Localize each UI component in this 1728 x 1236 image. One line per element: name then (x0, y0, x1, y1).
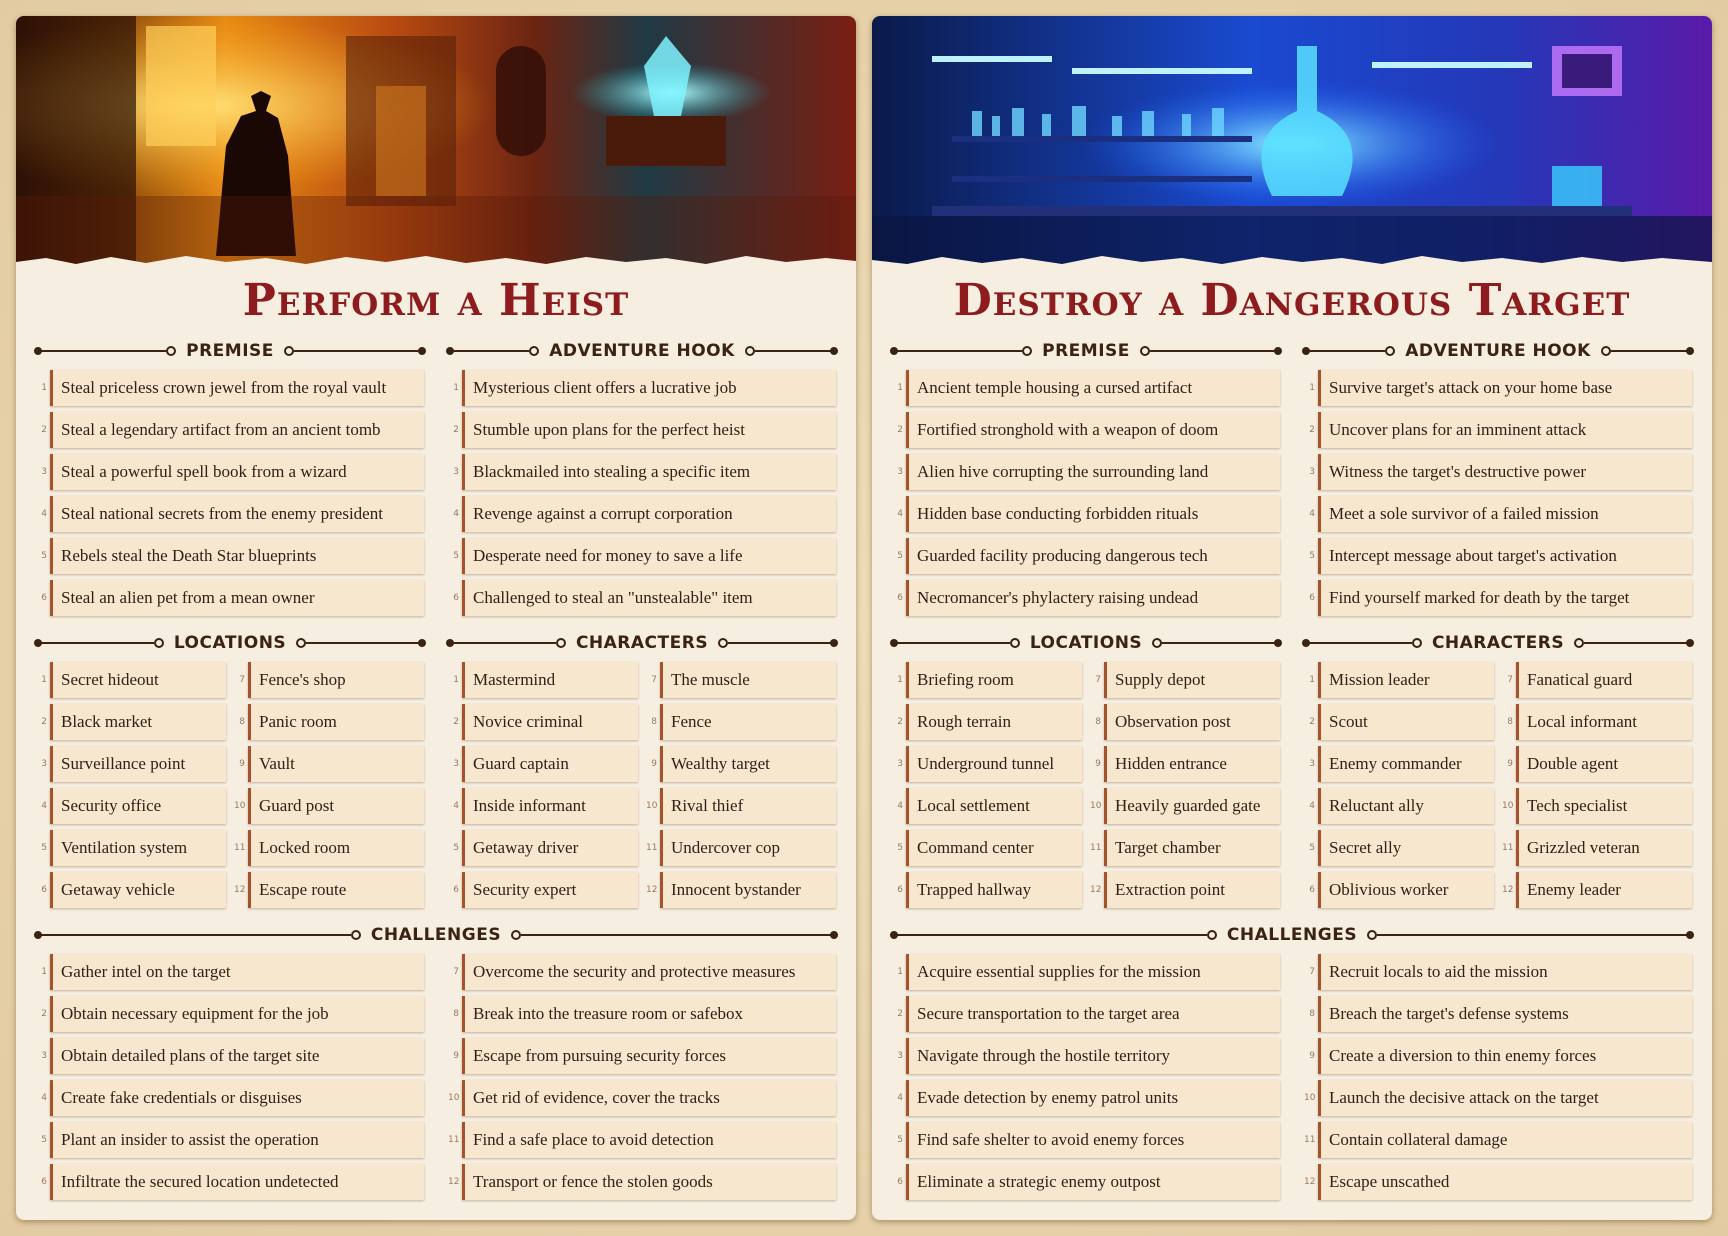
list-item: 3 Enemy commander (1304, 746, 1494, 782)
challenge-item: Acquire essential supplies for the mission (906, 954, 1280, 990)
location-item: Briefing room (906, 662, 1082, 698)
character-item: Mission leader (1318, 662, 1494, 698)
list-item: 2 Secure transportation to the target area (892, 996, 1280, 1032)
list-item: 9 Wealthy target (646, 746, 836, 782)
section-header (892, 624, 1280, 662)
list-item: 10 Tech specialist (1502, 788, 1692, 824)
list-item: 4 Revenge against a corrupt corporation (448, 496, 836, 532)
list-item: 6 Trapped hallway (892, 872, 1082, 908)
hook-item: Challenged to steal an "unstealable" item (462, 580, 836, 616)
list-item: 7 Recruit locals to aid the mission (1304, 954, 1692, 990)
location-item: Escape route (248, 872, 424, 908)
list-item: 3 Navigate through the hostile territory (892, 1038, 1280, 1074)
section-title: ADVENTURE HOOK (549, 341, 735, 361)
list-item: 12 Escape route (234, 872, 424, 908)
list-item: 1 Steal priceless crown jewel from the royal vault (36, 370, 424, 406)
list-item: 10 Guard post (234, 788, 424, 824)
hook-item: Intercept message about target's activation (1318, 538, 1692, 574)
list-item: 11 Undercover cop (646, 830, 836, 866)
character-item: Reluctant ally (1318, 788, 1494, 824)
premise-item: Hidden base conducting forbidden rituals (906, 496, 1280, 532)
challenge-item: Obtain necessary equipment for the job (50, 996, 424, 1032)
character-item: The muscle (660, 662, 836, 698)
hook-item: Desperate need for money to save a life (462, 538, 836, 574)
premise-item: Fortified stronghold with a weapon of doom (906, 412, 1280, 448)
character-item: Rival thief (660, 788, 836, 824)
list-item: 11 Target chamber (1090, 830, 1280, 866)
list-item: 1 Gather intel on the target (36, 954, 424, 990)
character-item: Enemy leader (1516, 872, 1692, 908)
location-item: Vault (248, 746, 424, 782)
list-item: 12 Enemy leader (1502, 872, 1692, 908)
list-item: 1 Survive target's attack on your home base (1304, 370, 1692, 406)
location-item: Target chamber (1104, 830, 1280, 866)
list-item: 7 Supply depot (1090, 662, 1280, 698)
heist-card (16, 16, 856, 1220)
location-item: Black market (50, 704, 226, 740)
premise-item: Steal a powerful spell book from a wizard (50, 454, 424, 490)
challenge-item: Find safe shelter to avoid enemy forces (906, 1122, 1280, 1158)
list-item: 8 Fence (646, 704, 836, 740)
list-item: 5 Ventilation system (36, 830, 226, 866)
character-item: Inside informant (462, 788, 638, 824)
challenge-item: Find a safe place to avoid detection (462, 1122, 836, 1158)
section-header (1304, 332, 1692, 370)
list-item: 11 Grizzled veteran (1502, 830, 1692, 866)
hook-item: Meet a sole survivor of a failed mission (1318, 496, 1692, 532)
premise-item: Necromancer's phylactery raising undead (906, 580, 1280, 616)
list-item: 6 Getaway vehicle (36, 872, 226, 908)
list-item: 3 Witness the target's destructive power (1304, 454, 1692, 490)
list-item: 1 Acquire essential supplies for the mission (892, 954, 1280, 990)
challenge-item: Recruit locals to aid the mission (1318, 954, 1692, 990)
location-item: Hidden entrance (1104, 746, 1280, 782)
list-item: 2 Uncover plans for an imminent attack (1304, 412, 1692, 448)
list-item: 5 Command center (892, 830, 1082, 866)
list-item: 5 Intercept message about target's activation (1304, 538, 1692, 574)
characters-section (448, 624, 836, 914)
list-item: 2 Obtain necessary equipment for the job (36, 996, 424, 1032)
character-item: Secret ally (1318, 830, 1494, 866)
list-item: 10 Get rid of evidence, cover the tracks (448, 1080, 836, 1116)
section-title: CHALLENGES (1226, 925, 1358, 945)
list-item: 12 Innocent bystander (646, 872, 836, 908)
adventure-hook-section (448, 332, 836, 622)
premise-item: Alien hive corrupting the surrounding land (906, 454, 1280, 490)
list-item: 1 Ancient temple housing a cursed artifact (892, 370, 1280, 406)
location-item: Rough terrain (906, 704, 1082, 740)
list-item: 4 Evade detection by enemy patrol units (892, 1080, 1280, 1116)
list-item: 4 Hidden base conducting forbidden rituals (892, 496, 1280, 532)
list-item: 4 Inside informant (448, 788, 638, 824)
list-item: 2 Rough terrain (892, 704, 1082, 740)
hook-item: Mysterious client offers a lucrative job (462, 370, 836, 406)
challenge-item: Escape from pursuing security forces (462, 1038, 836, 1074)
list-item: 7 Fanatical guard (1502, 662, 1692, 698)
destroy-target-card (872, 16, 1712, 1220)
list-item: 4 Create fake credentials or disguises (36, 1080, 424, 1116)
challenge-item: Plant an insider to assist the operation (50, 1122, 424, 1158)
premise-item: Steal a legendary artifact from an ancient tomb (50, 412, 424, 448)
section-title: PREMISE (186, 341, 274, 361)
location-item: Security office (50, 788, 226, 824)
section-header (892, 332, 1280, 370)
challenge-item: Eliminate a strategic enemy outpost (906, 1164, 1280, 1200)
location-item: Observation post (1104, 704, 1280, 740)
location-item: Trapped hallway (906, 872, 1082, 908)
location-item: Underground tunnel (906, 746, 1082, 782)
section-title: CHARACTERS (1431, 633, 1565, 653)
list-item: 6 Challenged to steal an "unstealable" item (448, 580, 836, 616)
location-item: Locked room (248, 830, 424, 866)
location-item: Heavily guarded gate (1104, 788, 1280, 824)
challenge-item: Get rid of evidence, cover the tracks (462, 1080, 836, 1116)
hook-item: Survive target's attack on your home base (1318, 370, 1692, 406)
challenge-item: Break into the treasure room or safebox (462, 996, 836, 1032)
list-item: 1 Secret hideout (36, 662, 226, 698)
list-item: 8 Breach the target's defense systems (1304, 996, 1692, 1032)
premise-item: Rebels steal the Death Star blueprints (50, 538, 424, 574)
list-item: 9 Hidden entrance (1090, 746, 1280, 782)
list-item: 1 Mastermind (448, 662, 638, 698)
section-title: LOCATIONS (1029, 633, 1143, 653)
list-item: 6 Infiltrate the secured location undetected (36, 1164, 424, 1200)
list-item: 3 Alien hive corrupting the surrounding land (892, 454, 1280, 490)
character-item: Wealthy target (660, 746, 836, 782)
section-header (448, 624, 836, 662)
section-title: PREMISE (1042, 341, 1130, 361)
section-title: LOCATIONS (173, 633, 287, 653)
list-item: 8 Local informant (1502, 704, 1692, 740)
location-item: Getaway vehicle (50, 872, 226, 908)
hook-item: Revenge against a corrupt corporation (462, 496, 836, 532)
list-item: 7 Overcome the security and protective measures (448, 954, 836, 990)
challenge-item: Create fake credentials or disguises (50, 1080, 424, 1116)
character-item: Tech specialist (1516, 788, 1692, 824)
location-item: Local settlement (906, 788, 1082, 824)
character-item: Oblivious worker (1318, 872, 1494, 908)
location-item: Command center (906, 830, 1082, 866)
list-item: 11 Locked room (234, 830, 424, 866)
list-item: 11 Find a safe place to avoid detection (448, 1122, 836, 1158)
list-item: 6 Eliminate a strategic enemy outpost (892, 1164, 1280, 1200)
challenge-item: Escape unscathed (1318, 1164, 1692, 1200)
list-item: 2 Novice criminal (448, 704, 638, 740)
character-item: Mastermind (462, 662, 638, 698)
challenge-item: Contain collateral damage (1318, 1122, 1692, 1158)
list-item: 5 Desperate need for money to save a life (448, 538, 836, 574)
characters-section (1304, 624, 1692, 914)
list-item: 2 Steal a legendary artifact from an ancient tomb (36, 412, 424, 448)
list-item: 9 Create a diversion to thin enemy forces (1304, 1038, 1692, 1074)
challenge-item: Infiltrate the secured location undetected (50, 1164, 424, 1200)
challenge-item: Overcome the security and protective measures (462, 954, 836, 990)
list-item: 5 Getaway driver (448, 830, 638, 866)
list-item: 9 Escape from pursuing security forces (448, 1038, 836, 1074)
list-item: 3 Guard captain (448, 746, 638, 782)
list-item: 3 Surveillance point (36, 746, 226, 782)
location-item: Ventilation system (50, 830, 226, 866)
hook-item: Find yourself marked for death by the target (1318, 580, 1692, 616)
character-item: Novice criminal (462, 704, 638, 740)
challenge-item: Create a diversion to thin enemy forces (1318, 1038, 1692, 1074)
hook-item: Witness the target's destructive power (1318, 454, 1692, 490)
list-item: 1 Briefing room (892, 662, 1082, 698)
premise-item: Steal national secrets from the enemy president (50, 496, 424, 532)
character-item: Local informant (1516, 704, 1692, 740)
premise-item: Steal an alien pet from a mean owner (50, 580, 424, 616)
list-item: 3 Steal a powerful spell book from a wizard (36, 454, 424, 490)
list-item: 10 Rival thief (646, 788, 836, 824)
list-item: 6 Oblivious worker (1304, 872, 1494, 908)
list-item: 2 Black market (36, 704, 226, 740)
list-item: 4 Local settlement (892, 788, 1082, 824)
list-item: 4 Meet a sole survivor of a failed mission (1304, 496, 1692, 532)
list-item: 12 Extraction point (1090, 872, 1280, 908)
section-title: ADVENTURE HOOK (1405, 341, 1591, 361)
list-item: 10 Heavily guarded gate (1090, 788, 1280, 824)
location-item: Fence's shop (248, 662, 424, 698)
section-header (448, 332, 836, 370)
challenge-item: Transport or fence the stolen goods (462, 1164, 836, 1200)
list-item: 12 Transport or fence the stolen goods (448, 1164, 836, 1200)
challenge-item: Navigate through the hostile territory (906, 1038, 1280, 1074)
location-item: Extraction point (1104, 872, 1280, 908)
list-item: 9 Vault (234, 746, 424, 782)
location-item: Panic room (248, 704, 424, 740)
challenge-item: Secure transportation to the target area (906, 996, 1280, 1032)
premise-section (892, 332, 1280, 622)
challenges-section (16, 916, 856, 1206)
list-item: 8 Break into the treasure room or safebox (448, 996, 836, 1032)
list-item: 4 Security office (36, 788, 226, 824)
list-item: 6 Security expert (448, 872, 638, 908)
section-header (1304, 624, 1692, 662)
card-title: Perform a Heist (242, 275, 630, 326)
list-item: 3 Obtain detailed plans of the target site (36, 1038, 424, 1074)
character-item: Double agent (1516, 746, 1692, 782)
list-item: 2 Scout (1304, 704, 1494, 740)
character-item: Enemy commander (1318, 746, 1494, 782)
premise-item: Ancient temple housing a cursed artifact (906, 370, 1280, 406)
hook-item: Blackmailed into stealing a specific item (462, 454, 836, 490)
list-item: 4 Steal national secrets from the enemy president (36, 496, 424, 532)
list-item: 2 Stumble upon plans for the perfect heist (448, 412, 836, 448)
challenge-item: Breach the target's defense systems (1318, 996, 1692, 1032)
premise-item: Steal priceless crown jewel from the royal vault (50, 370, 424, 406)
list-item: 3 Blackmailed into stealing a specific item (448, 454, 836, 490)
section-header (36, 624, 424, 662)
list-item: 5 Plant an insider to assist the operation (36, 1122, 424, 1158)
premise-item: Guarded facility producing dangerous tech (906, 538, 1280, 574)
location-item: Surveillance point (50, 746, 226, 782)
list-item: 10 Launch the decisive attack on the target (1304, 1080, 1692, 1116)
list-item: 7 Fence's shop (234, 662, 424, 698)
character-item: Guard captain (462, 746, 638, 782)
list-item: 1 Mysterious client offers a lucrative job (448, 370, 836, 406)
challenge-item: Gather intel on the target (50, 954, 424, 990)
list-item: 6 Steal an alien pet from a mean owner (36, 580, 424, 616)
card-title: Destroy a Dangerous Target (953, 275, 1631, 326)
location-item: Guard post (248, 788, 424, 824)
section-title: CHALLENGES (370, 925, 502, 945)
location-item: Supply depot (1104, 662, 1280, 698)
list-item: 4 Reluctant ally (1304, 788, 1494, 824)
section-title: CHARACTERS (575, 633, 709, 653)
challenge-item: Launch the decisive attack on the target (1318, 1080, 1692, 1116)
character-item: Scout (1318, 704, 1494, 740)
challenge-item: Evade detection by enemy patrol units (906, 1080, 1280, 1116)
laboratory-banner-image (872, 16, 1712, 272)
section-header (36, 332, 424, 370)
challenges-section (872, 916, 1712, 1206)
character-item: Undercover cop (660, 830, 836, 866)
section-header (892, 916, 1692, 954)
character-item: Fence (660, 704, 836, 740)
list-item: 7 The muscle (646, 662, 836, 698)
character-item: Grizzled veteran (1516, 830, 1692, 866)
list-item: 5 Guarded facility producing dangerous tech (892, 538, 1280, 574)
list-item: 8 Panic room (234, 704, 424, 740)
location-item: Secret hideout (50, 662, 226, 698)
character-item: Fanatical guard (1516, 662, 1692, 698)
list-item: 6 Find yourself marked for death by the target (1304, 580, 1692, 616)
premise-section (36, 332, 424, 622)
list-item: 5 Find safe shelter to avoid enemy forces (892, 1122, 1280, 1158)
list-item: 8 Observation post (1090, 704, 1280, 740)
list-item: 11 Contain collateral damage (1304, 1122, 1692, 1158)
heist-banner-image (16, 16, 856, 272)
character-item: Getaway driver (462, 830, 638, 866)
section-header (36, 916, 836, 954)
list-item: 3 Underground tunnel (892, 746, 1082, 782)
list-item: 1 Mission leader (1304, 662, 1494, 698)
hook-item: Stumble upon plans for the perfect heist (462, 412, 836, 448)
list-item: 5 Secret ally (1304, 830, 1494, 866)
character-item: Innocent bystander (660, 872, 836, 908)
list-item: 2 Fortified stronghold with a weapon of doom (892, 412, 1280, 448)
locations-section (36, 624, 424, 914)
challenge-item: Obtain detailed plans of the target site (50, 1038, 424, 1074)
list-item: 6 Necromancer's phylactery raising undead (892, 580, 1280, 616)
list-item: 5 Rebels steal the Death Star blueprints (36, 538, 424, 574)
list-item: 12 Escape unscathed (1304, 1164, 1692, 1200)
list-item: 9 Double agent (1502, 746, 1692, 782)
locations-section (892, 624, 1280, 914)
hook-item: Uncover plans for an imminent attack (1318, 412, 1692, 448)
adventure-hook-section (1304, 332, 1692, 622)
character-item: Security expert (462, 872, 638, 908)
